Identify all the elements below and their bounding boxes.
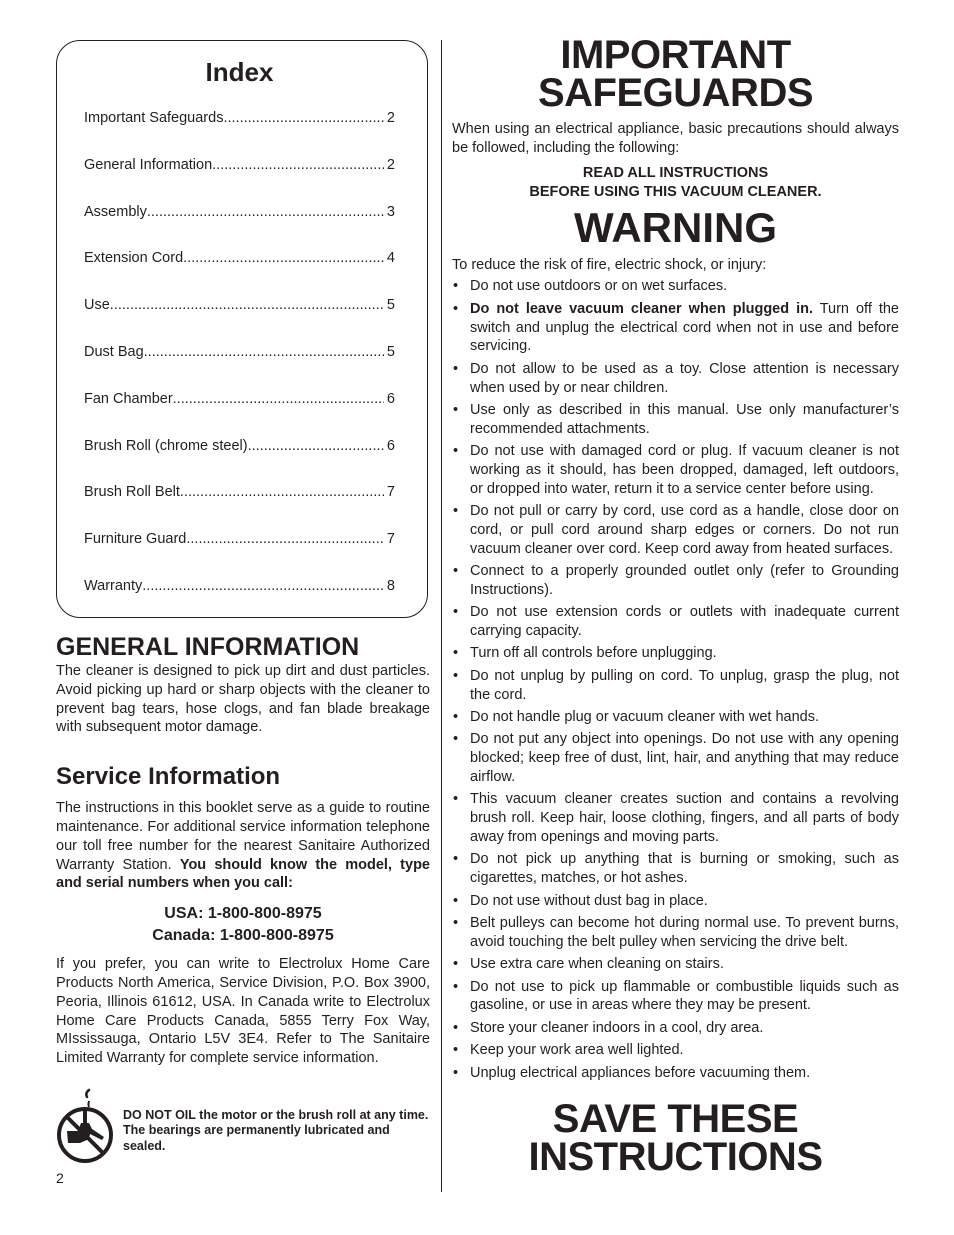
index-entry <box>84 157 395 204</box>
mail-address-text: If you prefer, you can write to Electrolux Home Care Products North America, Service Division, P.O. Box 3900, Peoria, Illinois 61612, USA. In Canada write to Electrolux Home Care Products Canada, 5855 Terry Fox Way, MIssissauga, Ontario L5V 3E4. Refer to The Sanitaire Limited Warranty for complete service information. <box>56 956 430 1067</box>
safeguard-item-text: Do not use to pick up flammable or combustible liquids such as gasoline, or use in areas where they may be present. <box>470 978 899 1014</box>
safeguard-item-text: Do not use extension cords or outlets with inadequate current carrying capacity. <box>470 604 899 640</box>
index-entry <box>84 484 395 531</box>
read-all-line1: READ ALL INSTRUCTIONS <box>582 164 769 181</box>
index-entry-page: 2 <box>386 156 395 173</box>
general-information-body: The cleaner is designed to pick up dirt and dust particles. Avoid picking up hard or sharp objects with the cleaner to prevent bag tears, hose clogs, and fan blade breakage with subsequent motor damage. <box>56 663 430 736</box>
safeguard-item-text: Do not use with damaged cord or plug. If vacuum cleaner is not working as it should, has been dropped, damaged, left outdoors, or dropped into water, return it to a service center before using. <box>470 443 899 497</box>
index-entry-page: 4 <box>386 250 395 267</box>
index-entry-leader <box>142 578 384 594</box>
index-entry-page: 5 <box>386 343 395 360</box>
index-entry <box>84 204 395 251</box>
safeguard-item-text: Do not use outdoors or on wet surfaces. <box>470 278 728 295</box>
safeguard-item-text: Turn off the switch and unplug the electrical cord when not in use and before servicing. <box>470 300 899 355</box>
index-entry <box>84 250 395 297</box>
safeguard-item <box>452 1041 899 1060</box>
safeguards-title-line1: IMPORTANT <box>560 33 791 77</box>
index-entry-leader <box>173 391 384 407</box>
safeguard-item-text: Do not use without dust bag in place. <box>470 892 708 909</box>
safeguard-item-text: Do not pull or carry by cord, use cord as a handle, close door on cord, or pull cord around sharp edges or corners. Do not run vacuum cleaner over cord. Keep cord away from heated surfaces. <box>470 503 899 557</box>
index-entry-title: Extension Cord <box>84 250 184 267</box>
page-number: 2 <box>56 1170 64 1186</box>
index-entry-page: 5 <box>386 297 395 314</box>
index-entry <box>84 578 395 625</box>
service-information-text: The instructions in this booklet serve as a guide to routine maintenance. For additional service information telephone our toll free number for the nearest Sanitaire Authorized Warranty Station. <box>56 800 430 873</box>
phone-canada: Canada: 1-800-800-8975 <box>152 927 334 945</box>
safeguard-item-text: Use only as described in this manual. Use only manufacturer’s recommended attachments. <box>470 401 899 437</box>
index-entry-title: Fan Chamber <box>84 390 173 407</box>
safeguard-list <box>452 277 899 1082</box>
index-entry <box>84 110 395 157</box>
safeguard-item <box>452 442 899 498</box>
safeguard-item <box>452 667 899 705</box>
safeguard-item <box>452 603 899 641</box>
index-entry-title: Assembly <box>84 203 147 220</box>
index-entry-title: General Information <box>84 156 213 173</box>
safeguard-item-text: Do not pick up anything that is burning or smoking, such as cigarettes, matches, or hot ashes. <box>470 851 899 887</box>
index-entry <box>84 391 395 438</box>
safeguard-item-text: Store your cleaner indoors in a cool, dry area. <box>470 1019 764 1036</box>
index-entry-page: 7 <box>386 484 395 501</box>
safeguard-item-text: This vacuum cleaner creates suction and contains a revolving brush roll. Keep hair, loose clothing, fingers, and all parts of body away from openings and moving parts. <box>470 791 899 846</box>
safeguard-item <box>452 277 899 296</box>
oil-notice-text: DO NOT OIL the motor or the brush roll at any time. The bearings are permanently lubricated and sealed. <box>123 1107 429 1153</box>
index-entry-page: 3 <box>386 203 395 220</box>
safeguards-title <box>452 33 899 115</box>
safeguard-item <box>452 401 899 439</box>
index-entry-leader <box>212 157 384 173</box>
index-entry-page: 6 <box>386 390 395 407</box>
index-entry-page: 6 <box>386 437 395 454</box>
index-entry-title: Brush Roll (chrome steel) <box>84 437 248 454</box>
index-entry-leader <box>186 531 384 547</box>
service-information-bold: You should know the model, type and serial numbers when you call: <box>56 856 430 892</box>
read-all-instructions <box>452 164 899 202</box>
safeguard-item <box>452 1064 899 1083</box>
safeguard-item <box>452 955 899 974</box>
safeguard-item <box>452 360 899 398</box>
safeguard-item-text: Unplug electrical appliances before vacuuming them. <box>470 1064 811 1081</box>
save-instructions-title <box>452 1097 899 1180</box>
safeguard-item-text: Keep your work area well lighted. <box>470 1042 684 1059</box>
index-entry <box>84 344 395 391</box>
index-entry-title: Use <box>84 297 110 314</box>
index-entry-title: Important Safeguards <box>84 110 224 126</box>
index-entry-title: Furniture Guard <box>84 531 187 548</box>
save-title-line2: INSTRUCTIONS <box>528 1135 823 1180</box>
safeguard-item-text: Do not unplug by pulling on cord. To unplug, grasp the plug, not the cord. <box>470 667 899 703</box>
risk-statement: To reduce the risk of fire, electric shock, or injury: <box>452 256 767 273</box>
index-entry-page: 2 <box>386 110 395 126</box>
safeguard-item-text: Turn off all controls before unplugging. <box>470 645 717 662</box>
index-box <box>56 40 428 618</box>
safeguard-item <box>452 850 899 888</box>
safeguard-item-text: Do not handle plug or vacuum cleaner with wet hands. <box>470 709 820 726</box>
general-information-heading: GENERAL INFORMATION <box>56 633 360 661</box>
save-title-line1: SAVE THESE <box>552 1097 799 1142</box>
safeguard-item-text: Do not allow to be used as a toy. Close attention is necessary when used by or near children. <box>470 360 899 396</box>
index-entry-title: Dust Bag <box>84 343 144 360</box>
safeguard-item-text: Belt pulleys can become hot during normal use. To prevent burns, avoid touching the belt pulley when servicing the drive belt. <box>470 915 899 950</box>
safeguards-title-line2: SAFEGUARDS <box>537 71 814 115</box>
safeguards-intro: When using an electrical appliance, basic precautions should always be followed, including the following: <box>452 121 899 156</box>
safeguard-item <box>452 644 899 663</box>
index-entry-title: Brush Roll Belt <box>84 484 180 501</box>
safeguard-item <box>452 1019 899 1038</box>
phone-numbers <box>56 903 430 947</box>
column-divider <box>441 40 442 1192</box>
service-information-body <box>56 799 430 893</box>
index-entry <box>84 297 395 344</box>
index-entry-leader <box>110 297 384 313</box>
safeguard-item-text: Use extra care when cleaning on stairs. <box>470 956 724 973</box>
safeguard-item <box>452 708 899 727</box>
warning-title: WARNING <box>574 203 777 251</box>
index-entry-leader <box>144 344 384 360</box>
index-entry-leader <box>147 204 384 220</box>
read-all-line2: BEFORE USING THIS VACUUM CLEANER. <box>529 183 822 200</box>
index-entry-title: Warranty <box>84 577 143 594</box>
no-oil-icon <box>56 1088 116 1164</box>
safeguard-item <box>452 914 899 952</box>
safeguard-item <box>452 790 899 846</box>
safeguard-item-bold: Do not leave vacuum cleaner when plugged in. <box>470 300 813 317</box>
index-entry <box>84 438 395 485</box>
left-column <box>56 40 430 1168</box>
phone-usa: USA: 1-800-800-8975 <box>164 905 322 923</box>
safeguard-item <box>452 892 899 911</box>
safeguard-item <box>452 978 899 1016</box>
index-entry-page: 7 <box>386 531 395 548</box>
right-column <box>452 33 899 1180</box>
safeguard-item <box>452 502 899 558</box>
index-list <box>84 110 395 625</box>
index-entry <box>84 531 395 578</box>
index-entry-leader <box>183 250 384 266</box>
index-entry-leader <box>180 484 384 500</box>
index-entry-leader <box>248 438 384 454</box>
safeguard-item <box>452 562 899 600</box>
service-information-heading: Service Information <box>56 763 281 791</box>
index-title: Index <box>205 57 274 87</box>
safeguard-item-text: Connect to a properly grounded outlet only (refer to Grounding Instructions). <box>470 563 899 598</box>
index-entry-page: 8 <box>386 577 395 594</box>
safeguard-item <box>452 300 899 356</box>
oil-notice <box>56 1088 430 1168</box>
safeguard-item-text: Do not put any object into openings. Do not use with any opening blocked; keep free of dust, lint, hair, and anything that may reduce airflow. <box>470 731 899 786</box>
index-entry-leader <box>223 110 383 126</box>
safeguard-item <box>452 730 899 786</box>
